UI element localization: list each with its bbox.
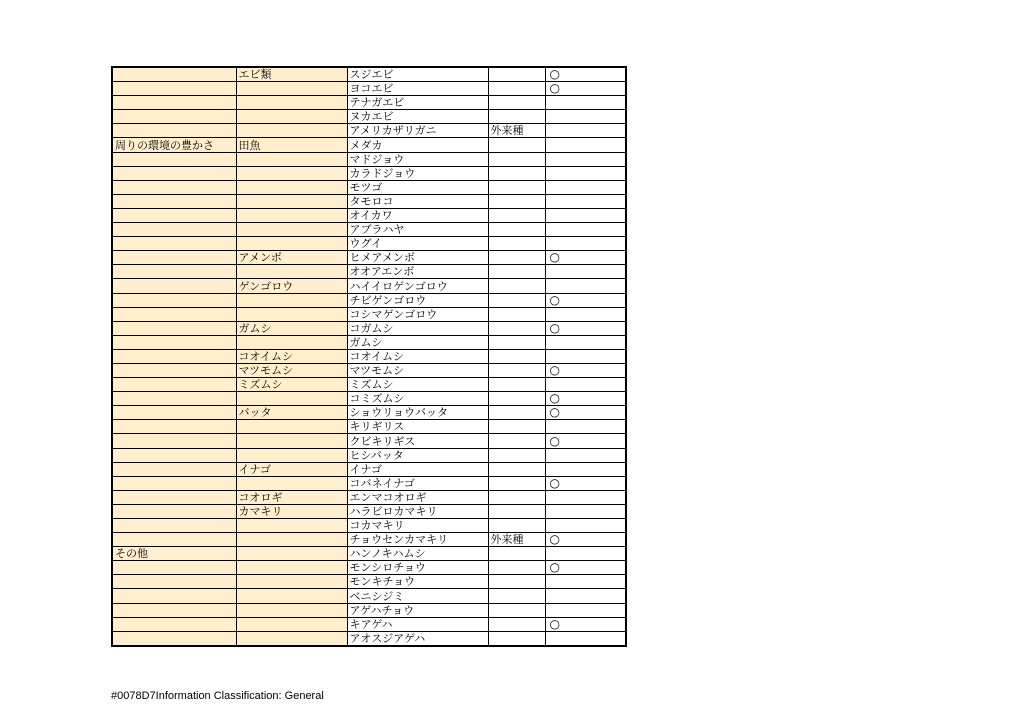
category-cell	[112, 67, 236, 82]
table-row	[112, 279, 626, 293]
species-cell: コカマキリ	[347, 519, 488, 533]
table-row	[112, 631, 626, 646]
mark-cell: ○	[545, 293, 626, 307]
category-cell	[112, 490, 236, 504]
group-cell: ガムシ	[236, 321, 347, 335]
note-cell	[488, 335, 545, 349]
category-cell: 周りの環境の豊かさ	[112, 138, 236, 152]
table-body	[112, 67, 626, 646]
species-cell: チョウセンカマキリ	[347, 533, 488, 547]
species-cell: エンマコオロギ	[347, 490, 488, 504]
category-cell	[112, 363, 236, 377]
group-cell	[236, 293, 347, 307]
group-cell: ミズムシ	[236, 378, 347, 392]
table-row	[112, 152, 626, 166]
group-cell: バッタ	[236, 406, 347, 420]
category-cell	[112, 265, 236, 279]
note-cell	[488, 349, 545, 363]
table-row	[112, 335, 626, 349]
category-cell	[112, 349, 236, 363]
species-cell: ショウリョウバッタ	[347, 406, 488, 420]
category-cell	[112, 448, 236, 462]
mark-cell	[545, 194, 626, 208]
group-cell: ゲンゴロウ	[236, 279, 347, 293]
note-cell	[488, 180, 545, 194]
mark-cell	[545, 589, 626, 603]
mark-cell	[545, 96, 626, 110]
mark-cell	[545, 265, 626, 279]
group-cell	[236, 631, 347, 646]
group-cell	[236, 519, 347, 533]
group-cell	[236, 533, 347, 547]
table-row	[112, 448, 626, 462]
mark-cell: ○	[545, 82, 626, 96]
species-cell: オオアエンボ	[347, 265, 488, 279]
mark-cell	[545, 547, 626, 561]
note-cell	[488, 67, 545, 82]
note-cell	[488, 589, 545, 603]
species-cell: スジエビ	[347, 67, 488, 82]
table-row	[112, 82, 626, 96]
table-row	[112, 533, 626, 547]
category-cell	[112, 152, 236, 166]
classification-footer: #0078D7Information Classification: General	[111, 690, 324, 702]
table-row	[112, 265, 626, 279]
species-cell: ヒシバッタ	[347, 448, 488, 462]
mark-cell	[545, 223, 626, 237]
species-cell: ウグイ	[347, 237, 488, 251]
group-cell: マツモムシ	[236, 363, 347, 377]
category-cell	[112, 166, 236, 180]
group-cell	[236, 180, 347, 194]
species-table	[111, 66, 627, 647]
mark-cell	[545, 349, 626, 363]
species-cell: アブラハヤ	[347, 223, 488, 237]
table-row	[112, 223, 626, 237]
table-row	[112, 349, 626, 363]
table-row	[112, 575, 626, 589]
table-row	[112, 603, 626, 617]
note-cell	[488, 617, 545, 631]
table-row	[112, 378, 626, 392]
note-cell	[488, 321, 545, 335]
table-row	[112, 293, 626, 307]
table-row	[112, 138, 626, 152]
group-cell	[236, 448, 347, 462]
category-cell: その他	[112, 547, 236, 561]
group-cell	[236, 617, 347, 631]
category-cell	[112, 603, 236, 617]
group-cell	[236, 166, 347, 180]
mark-cell: ○	[545, 476, 626, 490]
species-cell: モツゴ	[347, 180, 488, 194]
note-cell	[488, 406, 545, 420]
group-cell	[236, 96, 347, 110]
mark-cell: ○	[545, 617, 626, 631]
category-cell	[112, 251, 236, 265]
category-cell	[112, 82, 236, 96]
note-cell	[488, 82, 545, 96]
group-cell	[236, 434, 347, 448]
mark-cell	[545, 603, 626, 617]
species-cell: テナガエビ	[347, 96, 488, 110]
note-cell	[488, 434, 545, 448]
note-cell	[488, 293, 545, 307]
species-cell: ミズムシ	[347, 378, 488, 392]
table-row	[112, 589, 626, 603]
group-cell	[236, 420, 347, 434]
mark-cell	[545, 519, 626, 533]
category-cell	[112, 589, 236, 603]
category-cell	[112, 180, 236, 194]
note-cell	[488, 448, 545, 462]
category-cell	[112, 519, 236, 533]
mark-cell: ○	[545, 321, 626, 335]
mark-cell	[545, 335, 626, 349]
group-cell	[236, 561, 347, 575]
group-cell	[236, 547, 347, 561]
mark-cell	[545, 166, 626, 180]
note-cell	[488, 490, 545, 504]
table-row	[112, 490, 626, 504]
mark-cell	[545, 490, 626, 504]
group-cell	[236, 152, 347, 166]
note-cell	[488, 237, 545, 251]
mark-cell: ○	[545, 434, 626, 448]
table-row	[112, 208, 626, 222]
group-cell	[236, 589, 347, 603]
note-cell: 外来種	[488, 124, 545, 138]
species-cell: オイカワ	[347, 208, 488, 222]
category-cell	[112, 406, 236, 420]
category-cell	[112, 392, 236, 406]
species-cell: ヒメアメンボ	[347, 251, 488, 265]
species-cell: ハンノキハムシ	[347, 547, 488, 561]
table-row	[112, 504, 626, 518]
species-cell: キアゲハ	[347, 617, 488, 631]
note-cell	[488, 265, 545, 279]
category-cell	[112, 124, 236, 138]
group-cell	[236, 237, 347, 251]
group-cell	[236, 265, 347, 279]
category-cell	[112, 279, 236, 293]
mark-cell	[545, 152, 626, 166]
mark-cell	[545, 462, 626, 476]
species-cell: イナゴ	[347, 462, 488, 476]
category-cell	[112, 208, 236, 222]
group-cell	[236, 575, 347, 589]
species-cell: カラドジョウ	[347, 166, 488, 180]
category-cell	[112, 335, 236, 349]
table-row	[112, 420, 626, 434]
species-cell: アオスジアゲハ	[347, 631, 488, 646]
category-cell	[112, 378, 236, 392]
species-cell: メダカ	[347, 138, 488, 152]
table-row	[112, 194, 626, 208]
species-cell: ベニシジミ	[347, 589, 488, 603]
mark-cell	[545, 279, 626, 293]
mark-cell	[545, 124, 626, 138]
species-cell: コミズムシ	[347, 392, 488, 406]
group-cell	[236, 194, 347, 208]
note-cell	[488, 476, 545, 490]
note-cell	[488, 631, 545, 646]
table-row	[112, 124, 626, 138]
species-cell: コシマゲンゴロウ	[347, 307, 488, 321]
table-row	[112, 251, 626, 265]
table-row	[112, 476, 626, 490]
category-cell	[112, 533, 236, 547]
category-cell	[112, 434, 236, 448]
group-cell	[236, 307, 347, 321]
category-cell	[112, 561, 236, 575]
species-cell: ハイイロゲンゴロウ	[347, 279, 488, 293]
mark-cell	[545, 504, 626, 518]
table-row	[112, 406, 626, 420]
note-cell	[488, 504, 545, 518]
table-row	[112, 392, 626, 406]
species-cell: アメリカザリガニ	[347, 124, 488, 138]
note-cell	[488, 378, 545, 392]
table-row	[112, 237, 626, 251]
table-row	[112, 166, 626, 180]
mark-cell: ○	[545, 67, 626, 82]
table-row	[112, 547, 626, 561]
species-cell: ヨコエビ	[347, 82, 488, 96]
table-row	[112, 462, 626, 476]
table-row	[112, 519, 626, 533]
category-cell	[112, 476, 236, 490]
species-cell: クビキリギス	[347, 434, 488, 448]
mark-cell	[545, 631, 626, 646]
mark-cell: ○	[545, 363, 626, 377]
group-cell	[236, 82, 347, 96]
table-row	[112, 561, 626, 575]
table-row	[112, 67, 626, 82]
species-cell: コオイムシ	[347, 349, 488, 363]
table-row	[112, 110, 626, 124]
table-row	[112, 321, 626, 335]
mark-cell	[545, 420, 626, 434]
group-cell: イナゴ	[236, 462, 347, 476]
note-cell	[488, 307, 545, 321]
group-cell	[236, 208, 347, 222]
species-cell: タモロコ	[347, 194, 488, 208]
group-cell: コオイムシ	[236, 349, 347, 363]
group-cell: アメンボ	[236, 251, 347, 265]
category-cell	[112, 462, 236, 476]
mark-cell	[545, 378, 626, 392]
group-cell	[236, 223, 347, 237]
note-cell: 外来種	[488, 533, 545, 547]
group-cell	[236, 110, 347, 124]
note-cell	[488, 420, 545, 434]
species-cell: マドジョウ	[347, 152, 488, 166]
species-cell: ハラビロカマキリ	[347, 504, 488, 518]
mark-cell: ○	[545, 561, 626, 575]
note-cell	[488, 519, 545, 533]
category-cell	[112, 223, 236, 237]
group-cell: コオロギ	[236, 490, 347, 504]
category-cell	[112, 575, 236, 589]
mark-cell	[545, 110, 626, 124]
group-cell: カマキリ	[236, 504, 347, 518]
mark-cell: ○	[545, 406, 626, 420]
species-cell: コバネイナゴ	[347, 476, 488, 490]
category-cell	[112, 307, 236, 321]
note-cell	[488, 96, 545, 110]
category-cell	[112, 631, 236, 646]
note-cell	[488, 575, 545, 589]
mark-cell: ○	[545, 392, 626, 406]
mark-cell	[545, 237, 626, 251]
species-cell: コガムシ	[347, 321, 488, 335]
category-cell	[112, 420, 236, 434]
note-cell	[488, 138, 545, 152]
group-cell	[236, 392, 347, 406]
note-cell	[488, 110, 545, 124]
table-row	[112, 434, 626, 448]
mark-cell	[545, 208, 626, 222]
category-cell	[112, 321, 236, 335]
table-row	[112, 617, 626, 631]
species-cell: モンキチョウ	[347, 575, 488, 589]
group-cell	[236, 335, 347, 349]
mark-cell	[545, 180, 626, 194]
species-cell: チビゲンゴロウ	[347, 293, 488, 307]
note-cell	[488, 392, 545, 406]
species-cell: ヌカエビ	[347, 110, 488, 124]
group-cell	[236, 476, 347, 490]
group-cell	[236, 603, 347, 617]
note-cell	[488, 194, 545, 208]
note-cell	[488, 363, 545, 377]
table-row	[112, 307, 626, 321]
group-cell: 田魚	[236, 138, 347, 152]
category-cell	[112, 504, 236, 518]
note-cell	[488, 279, 545, 293]
mark-cell: ○	[545, 533, 626, 547]
group-cell	[236, 124, 347, 138]
category-cell	[112, 96, 236, 110]
species-cell: ガムシ	[347, 335, 488, 349]
category-cell	[112, 237, 236, 251]
species-cell: アゲハチョウ	[347, 603, 488, 617]
mark-cell	[545, 575, 626, 589]
table-row	[112, 180, 626, 194]
note-cell	[488, 561, 545, 575]
group-cell: エビ類	[236, 67, 347, 82]
mark-cell	[545, 307, 626, 321]
note-cell	[488, 208, 545, 222]
note-cell	[488, 603, 545, 617]
mark-cell	[545, 448, 626, 462]
note-cell	[488, 547, 545, 561]
species-cell: マツモムシ	[347, 363, 488, 377]
note-cell	[488, 223, 545, 237]
category-cell	[112, 194, 236, 208]
mark-cell: ○	[545, 251, 626, 265]
category-cell	[112, 293, 236, 307]
species-cell: モンシロチョウ	[347, 561, 488, 575]
category-cell	[112, 617, 236, 631]
note-cell	[488, 152, 545, 166]
mark-cell	[545, 138, 626, 152]
species-cell: キリギリス	[347, 420, 488, 434]
note-cell	[488, 251, 545, 265]
note-cell	[488, 166, 545, 180]
category-cell	[112, 110, 236, 124]
note-cell	[488, 462, 545, 476]
table-row	[112, 363, 626, 377]
table-row	[112, 96, 626, 110]
